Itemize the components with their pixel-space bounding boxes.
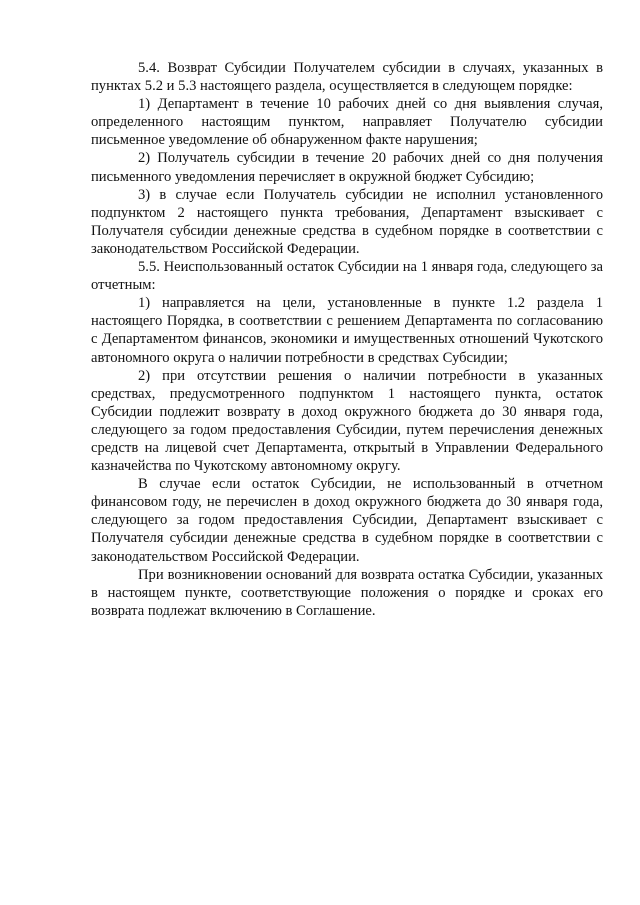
paragraph-5-5-agreement-inclusion: При возникновении оснований для возврата остатка Субсидии, указанных в настоящем пункте, соответствующие положения о порядке и сроках его возврата подлежат включению в Соглашение. [91, 566, 603, 619]
document-body [91, 59, 603, 620]
paragraph-5-4-item-3: 3) в случае если Получатель субсидии не исполнил установленного подпунктом 2 настоящего пункта требования, Департамент взыскивает с Получателя субсидии денежные средства в судебном порядке в соответствии с законодательством Российской Федерации. [91, 186, 603, 257]
paragraph-5-4-item-2: 2) Получатель субсидии в течение 20 рабочих дней со дня получения письменного уведомления перечисляет в окружной бюджет Субсидию; [91, 150, 603, 185]
paragraph-5-5: 5.5. Неиспользованный остаток Субсидии на 1 января года, следующего за отчетным: [91, 259, 603, 294]
paragraph-5-5-remainder-recovery: В случае если остаток Субсидии, не использованный в отчетном финансовом году, не перечислен в доход окружного бюджета до 30 января года, следующего за годом предоставления Субсидии, Департамент взыскивает с Получателя субсидии денежные средства в судебном порядке в соответствии с законодательством Российской Федерации. [91, 476, 603, 565]
paragraph-5-5-item-2: 2) при отсутствии решения о наличии потребности в указанных средствах, предусмотренного подпунктом 1 настоящего пункта, остаток Субсидии подлежит возврату в доход окружного бюджета до 30 января года, следующего за годом предоставления Субсидии, путем перечисления денежных средств на лицевой счет Департамента, открытый в Управлении Федерального казначейства по Чукотскому автономному округу. [91, 367, 603, 475]
paragraph-5-4: 5.4. Возврат Субсидии Получателем субсидии в случаях, указанных в пунктах 5.2 и 5.3 настоящего раздела, осуществляется в следующем порядке: [91, 60, 603, 95]
paragraph-5-5-item-1: 1) направляется на цели, установленные в пункте 1.2 раздела 1 настоящего Порядка, в соответствии с решением Департамента по согласованию с Департаментом финансов, экономики и имущественных отношений Чукотского автономного округа о наличии потребности в средствах Субсидии; [91, 295, 603, 366]
paragraph-5-4-item-1: 1) Департамент в течение 10 рабочих дней со дня выявления случая, определенного настоящим пунктом, направляет Получателю субсидии письменное уведомление об обнаруженном факте нарушения; [91, 96, 603, 149]
